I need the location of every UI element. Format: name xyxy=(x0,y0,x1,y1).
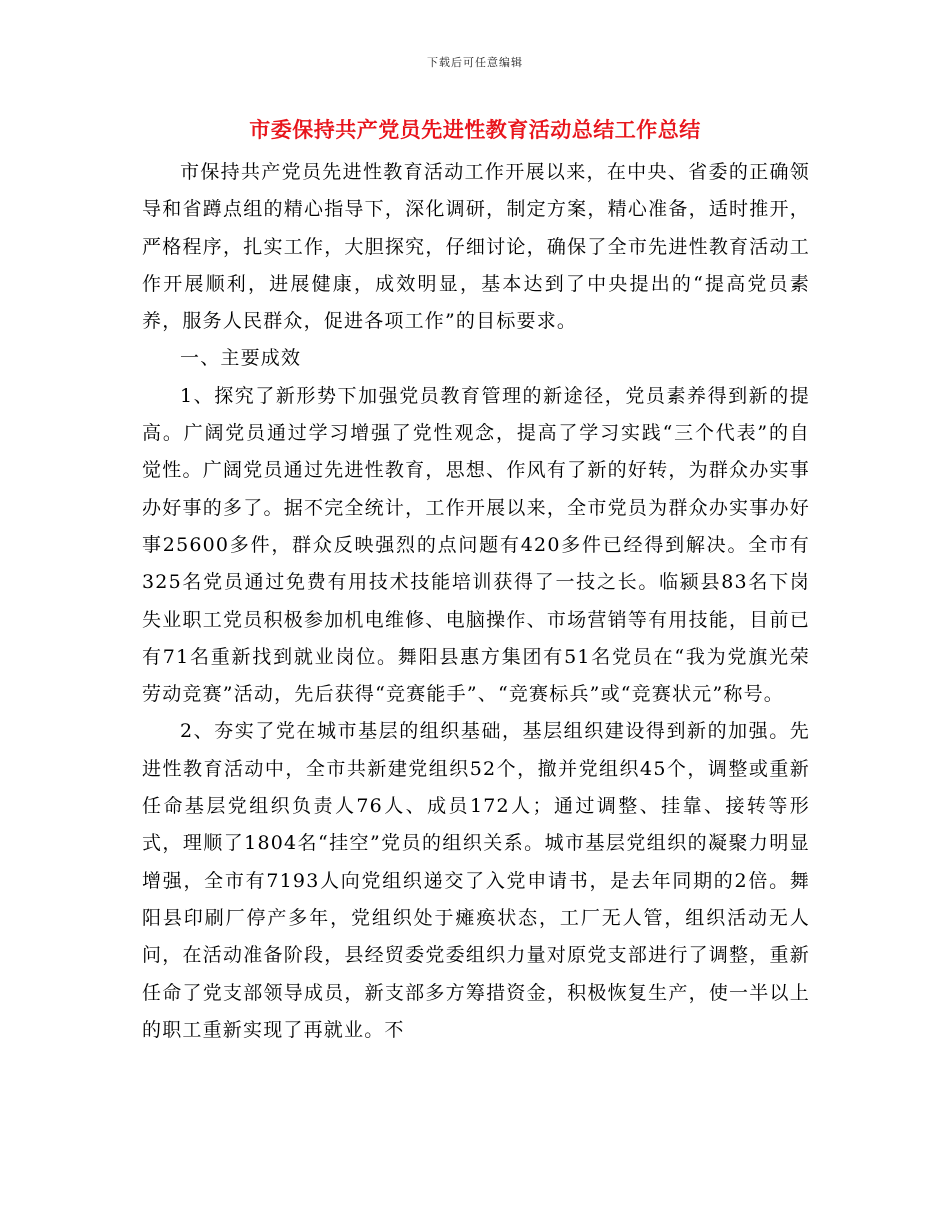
paragraph-result-1: 1、探究了新形势下加强党员教育管理的新途径，党员素养得到新的提高。广阔党员通过学习增强了党性观念，提高了学习实践“三个代表”的自觉性。广阔党员通过先进性教育，思想、作风有了新的好转，为群众办实事办好事的多了。据不完全统计，工作开展以来，全市党员为群众办实事办好事25600多件，群众反映强烈的点问题有420多件已经得到解决。全市有325名党员通过免费有用技术技能培训获得了一技之长。临颍县83名下岗失业职工党员积极参加机电维修、电脑操作、市场营销等有用技能，目前已有71名重新找到就业岗位。舞阳县惠方集团有51名党员在“我为党旗光荣劳动竞赛”活动，先后获得“竞赛能手”、“竞赛标兵”或“竞赛状元”称号。 xyxy=(142,384,810,706)
paragraph-intro: 市保持共产党员先进性教育活动工作开展以来，在中央、省委的正确领导和省蹲点组的精心指导下，深化调研，制定方案，精心准备，适时推开，严格程序，扎实工作，大胆探究，仔细讨论，确保了全市先进性教育活动工作开展顺利，进展健康，成效明显，基本达到了中央提出的“提高党员素养，服务人民群众，促进各项工作”的目标要求。 xyxy=(142,161,810,333)
paragraph-result-2: 2、夯实了党在城市基层的组织基础，基层组织建设得到新的加强。先进性教育活动中，全市共新建党组织52个，撤并党组织45个，调整或重新任命基层党组织负责人76人、成员172人；通过调整、挂靠、接转等形式，理顺了1804名“挂空”党员的组织关系。城市基层党组织的凝聚力明显增强，全市有7193人向党组织递交了入党申请书，是去年同期的2倍。舞阳县印刷厂停产多年，党组织处于瘫痪状态，工厂无人管，组织活动无人问，在活动准备阶段，县经贸委党委组织力量对原党支部进行了调整，重新任命了党支部领导成员，新支部多方筹措资金，积极恢复生产，使一半以上的职工重新实现了再就业。不 xyxy=(142,720,810,1041)
section-heading-main-results: 一、主要成效 xyxy=(180,347,302,370)
document-body xyxy=(142,154,810,1049)
header-note: 下载后可任意编辑 xyxy=(427,56,523,69)
document-title: 市委保持共产党员先进性教育活动总结工作总结 xyxy=(249,117,701,142)
